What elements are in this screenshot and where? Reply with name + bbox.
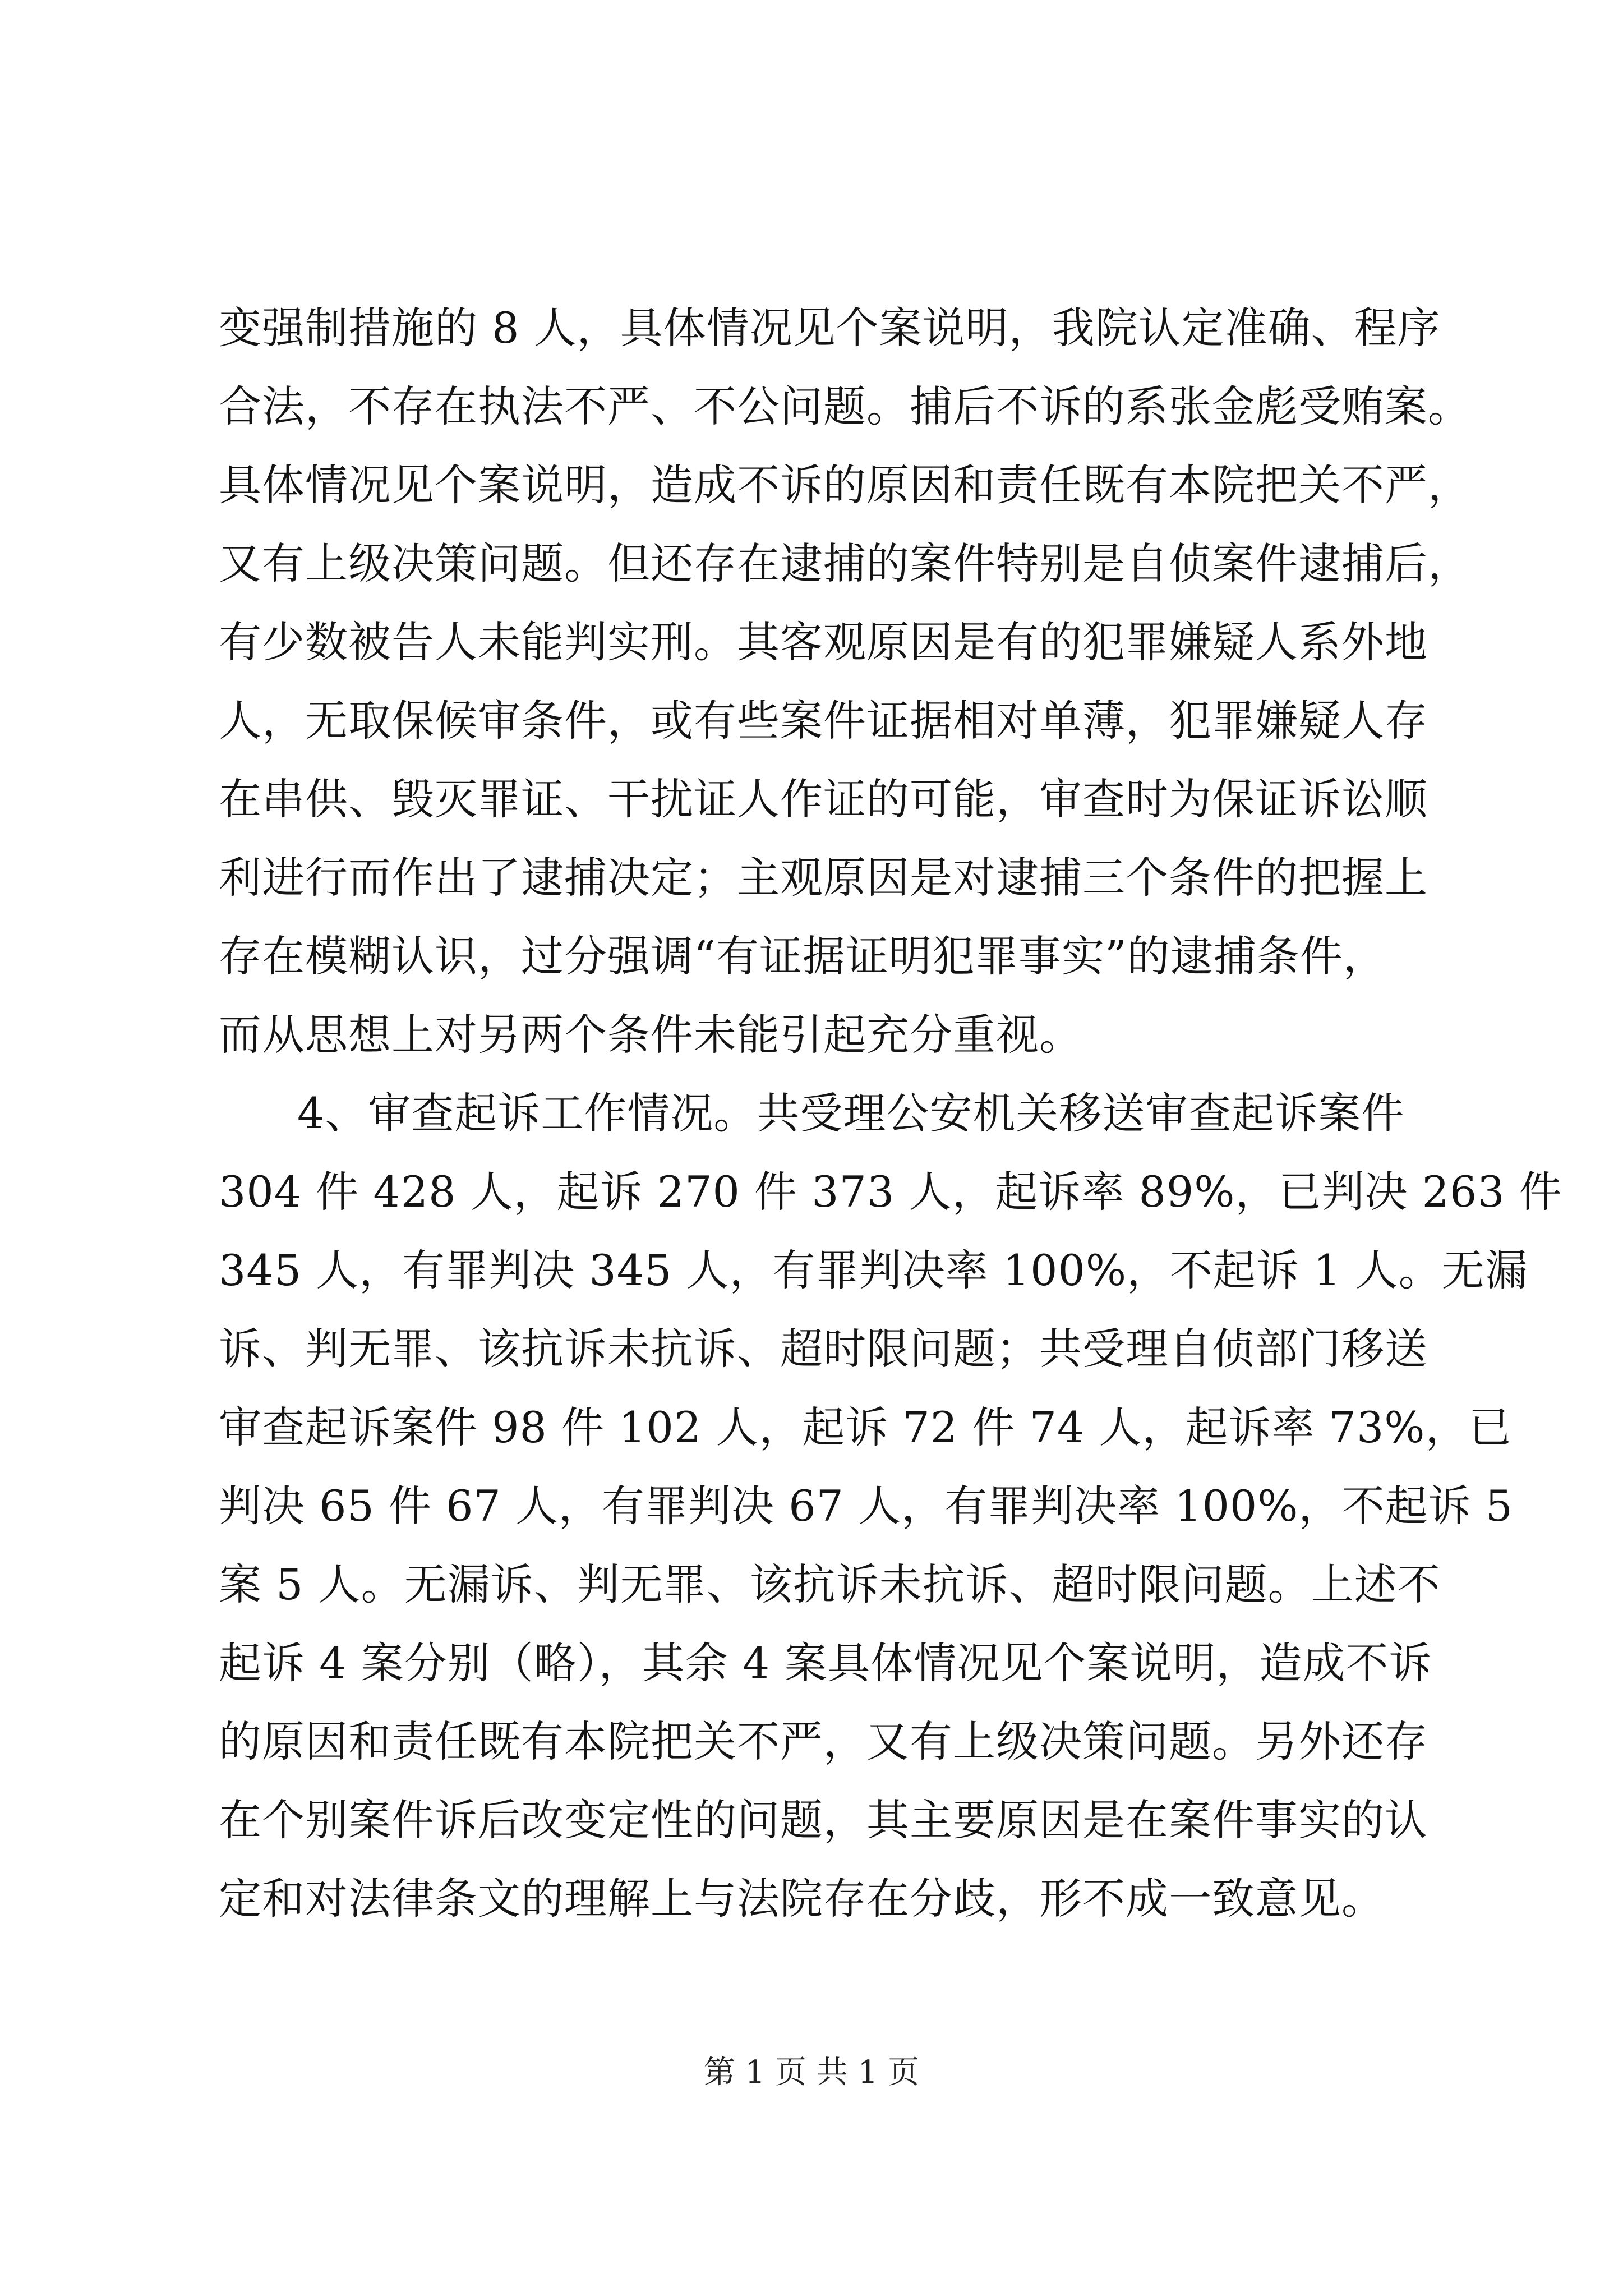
text-line-20: 在个别案件诉后改变定性的问题，其主要原因是在案件事实的认 bbox=[219, 1795, 1428, 1845]
text-line-4: 又有上级决策问题。但还存在逮捕的案件特别是自侦案件逮捕后， bbox=[219, 539, 1471, 588]
text-line-3: 具体情况见个案说明，造成不诉的原因和责任既有本院把关不严， bbox=[219, 460, 1471, 510]
text-line-9: 存在模糊认识，过分强调“有证据证明犯罪事实”的逮捕条件， bbox=[219, 931, 1386, 981]
text-line-16: 判决 65 件 67 人，有罪判决 67 人，有罪判决率 100%，不起诉 5 bbox=[219, 1481, 1514, 1531]
text-line-11: 4、审查起诉工作情况。共受理公安机关移送审查起诉案件 bbox=[297, 1088, 1405, 1138]
text-line-14: 诉、判无罪、该抗诉未抗诉、超时限问题；共受理自侦部门移送 bbox=[219, 1324, 1428, 1374]
text-line-12: 304 件 428 人，起诉 270 件 373 人，起诉率 89%，已判决 263 件 bbox=[219, 1167, 1562, 1217]
text-line-18: 起诉 4 案分别（略），其余 4 案具体情况见个案说明，造成不诉 bbox=[219, 1638, 1432, 1688]
text-line-13: 345 人，有罪判决 345 人，有罪判决率 100%，不起诉 1 人。无漏 bbox=[219, 1245, 1528, 1295]
text-line-6: 人，无取保候审条件，或有些案件证据相对单薄，犯罪嫌疑人存 bbox=[219, 696, 1428, 746]
text-line-1: 变强制措施的 8 人，具体情况见个案说明，我院认定准确、程序 bbox=[219, 303, 1441, 353]
text-line-15: 审查起诉案件 98 件 102 人，起诉 72 件 74 人，起诉率 73%，已 bbox=[219, 1402, 1512, 1452]
text-line-2: 合法，不存在执法不严、不公问题。捕后不诉的系张金彪受贿案。 bbox=[219, 381, 1471, 431]
text-line-19: 的原因和责任既有本院把关不严，又有上级决策问题。另外还存 bbox=[219, 1717, 1428, 1766]
text-line-7: 在串供、毁灭罪证、干扰证人作证的可能，审查时为保证诉讼顺 bbox=[219, 774, 1428, 824]
page-footer: 第 1 页 共 1 页 bbox=[703, 2054, 920, 2091]
text-line-5: 有少数被告人未能判实刑。其客观原因是有的犯罪嫌疑人系外地 bbox=[219, 617, 1428, 667]
text-line-21: 定和对法律条文的理解上与法院存在分歧，形不成一致意见。 bbox=[219, 1874, 1385, 1924]
text-line-10: 而从思想上对另两个条件未能引起充分重视。 bbox=[219, 1010, 1082, 1060]
text-line-17: 案 5 人。无漏诉、判无罪、该抗诉未抗诉、超时限问题。上述不 bbox=[219, 1559, 1441, 1609]
text-line-8: 利进行而作出了逮捕决定；主观原因是对逮捕三个条件的把握上 bbox=[219, 853, 1428, 903]
